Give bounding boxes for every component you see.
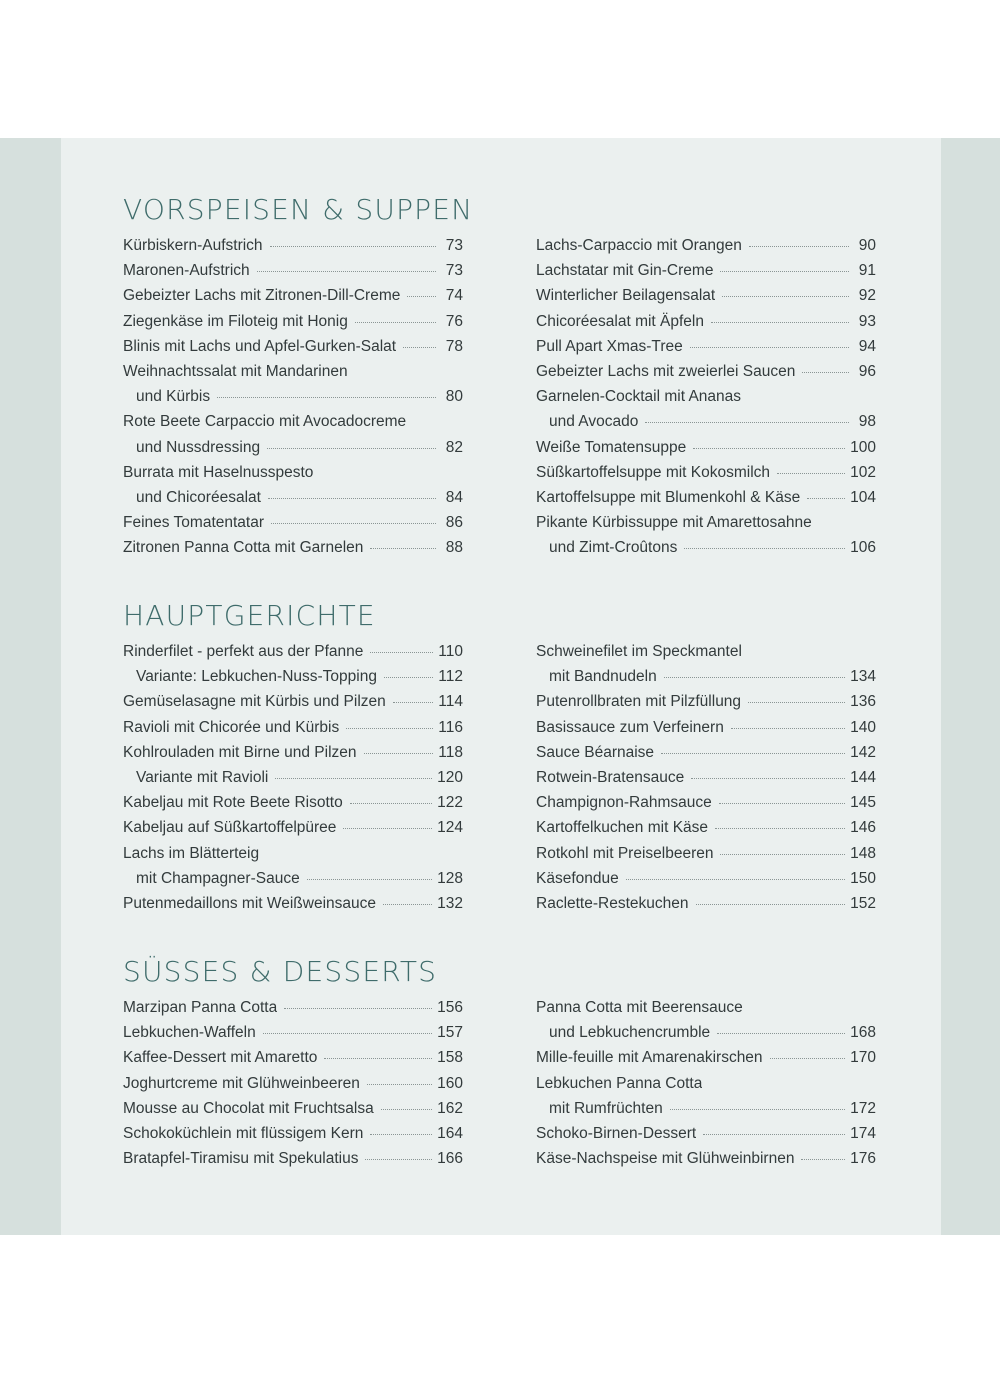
toc-column-right bbox=[536, 233, 876, 560]
toc-entry-line bbox=[536, 1045, 876, 1070]
toc-entry[interactable] bbox=[123, 1096, 463, 1121]
toc-entry-title: Gebeizter Lachs mit zweierlei Saucen bbox=[536, 362, 796, 380]
toc-entry[interactable] bbox=[123, 309, 463, 334]
dot-leader bbox=[370, 651, 433, 653]
toc-entry[interactable] bbox=[536, 258, 876, 283]
toc-entry[interactable] bbox=[536, 790, 876, 815]
toc-entry-title: Käse-Nachspeise mit Glühweinbirnen bbox=[536, 1150, 795, 1168]
toc-page-number: 150 bbox=[850, 869, 876, 887]
toc-entry-line bbox=[536, 790, 876, 815]
toc-entry[interactable] bbox=[536, 715, 876, 740]
toc-entry[interactable] bbox=[123, 815, 463, 840]
toc-page-number: 76 bbox=[445, 312, 463, 330]
toc-entry-line bbox=[123, 510, 463, 535]
dot-leader bbox=[268, 497, 436, 499]
toc-page-number: 158 bbox=[437, 1049, 463, 1067]
toc-entry[interactable] bbox=[123, 535, 463, 560]
dot-leader bbox=[661, 752, 845, 754]
toc-page-number: 140 bbox=[850, 718, 876, 736]
toc-entry-line bbox=[123, 765, 463, 790]
dot-leader bbox=[270, 245, 436, 247]
dot-leader bbox=[807, 497, 845, 499]
toc-page-number: 148 bbox=[850, 844, 876, 862]
dot-leader bbox=[748, 701, 845, 703]
toc-entry-line bbox=[123, 1096, 463, 1121]
toc-entry[interactable] bbox=[123, 765, 463, 790]
toc-entry-line bbox=[536, 866, 876, 891]
toc-entry-title: Schweinefilet im Speckmantel bbox=[536, 643, 742, 660]
toc-entry-line bbox=[123, 359, 463, 384]
toc-entry[interactable] bbox=[123, 1045, 463, 1070]
toc-entry-line bbox=[123, 664, 463, 689]
toc-entry-title: Lebkuchen-Waffeln bbox=[123, 1024, 256, 1042]
dot-leader bbox=[324, 1057, 432, 1059]
dot-leader bbox=[802, 371, 849, 373]
toc-entry-line bbox=[123, 485, 463, 510]
toc-entry[interactable] bbox=[536, 233, 876, 258]
toc-entry-title: Weihnachtssalat mit Mandarinen bbox=[123, 362, 348, 380]
toc-entry-title: Rote Beete Carpaccio mit Avocadocreme bbox=[123, 413, 407, 431]
toc-page-number: 118 bbox=[438, 743, 463, 761]
toc-entry[interactable] bbox=[536, 1146, 876, 1171]
toc-entry-title: Kartoffelsuppe mit Blumenkohl & Käse bbox=[536, 488, 801, 506]
toc-entry[interactable] bbox=[123, 283, 463, 308]
toc-entry-line bbox=[123, 309, 463, 334]
dot-leader bbox=[275, 777, 432, 779]
dot-leader bbox=[355, 321, 436, 323]
dot-leader bbox=[346, 727, 433, 729]
toc-entry-line bbox=[123, 1071, 463, 1096]
toc-entry-title: Lachs im Blätterteig bbox=[123, 844, 260, 862]
toc-entry-title: Ravioli mit Chicorée und Kürbis bbox=[123, 718, 340, 736]
toc-entry[interactable] bbox=[536, 510, 876, 560]
toc-entry-line bbox=[123, 460, 463, 485]
toc-page-number: 172 bbox=[850, 1099, 876, 1117]
dot-leader bbox=[684, 547, 845, 549]
toc-entry-line bbox=[536, 460, 876, 485]
toc-entry[interactable] bbox=[123, 1121, 463, 1146]
dot-leader bbox=[403, 346, 436, 348]
toc-entry-line bbox=[536, 995, 876, 1020]
toc-entry-line bbox=[123, 740, 463, 765]
toc-entry-title: Kaffee-Dessert mit Amaretto bbox=[123, 1049, 318, 1067]
dot-leader bbox=[263, 1032, 432, 1034]
toc-entry-line bbox=[123, 715, 463, 740]
toc-entry-title: Putenrollbraten mit Pilzfüllung bbox=[536, 693, 742, 711]
toc-entry[interactable] bbox=[123, 409, 463, 459]
dot-leader bbox=[364, 752, 434, 754]
dot-leader bbox=[384, 676, 433, 678]
toc-entry-line bbox=[123, 841, 463, 866]
toc-entry-title: Rotwein-Bratensauce bbox=[536, 768, 685, 786]
toc-entry[interactable] bbox=[536, 460, 876, 485]
toc-entry-title: Variante: Lebkuchen-Nuss-Topping bbox=[136, 668, 377, 686]
section-vorspeisen-suppen bbox=[123, 190, 883, 557]
toc-entry-line bbox=[536, 765, 876, 790]
toc-entry-line bbox=[123, 384, 463, 409]
toc-entry-line bbox=[123, 409, 463, 434]
toc-entry[interactable] bbox=[123, 1020, 463, 1045]
toc-page-number: 102 bbox=[850, 463, 876, 481]
toc-column-left bbox=[123, 233, 463, 560]
toc-column-left bbox=[123, 995, 463, 1171]
toc-page-number: 156 bbox=[437, 999, 463, 1016]
toc-entry[interactable] bbox=[123, 510, 463, 535]
toc-page-number: 162 bbox=[437, 1099, 463, 1117]
dot-leader bbox=[777, 472, 845, 474]
toc-entry-title: Weiße Tomatensuppe bbox=[536, 438, 687, 456]
toc-entry-title: Raclette-Restekuchen bbox=[536, 894, 689, 912]
toc-page-number: 98 bbox=[858, 413, 876, 431]
toc-page-number: 74 bbox=[445, 287, 463, 305]
toc-entry[interactable] bbox=[123, 715, 463, 740]
toc-entry-line bbox=[123, 1045, 463, 1070]
toc-page-number: 96 bbox=[858, 362, 876, 380]
toc-page-number: 82 bbox=[445, 438, 463, 456]
toc-entry-title: Kabeljau mit Rote Beete Risotto bbox=[123, 794, 343, 812]
toc-entry-title: Chicoréesalat mit Äpfeln bbox=[536, 312, 704, 330]
toc-entry-line bbox=[536, 1121, 876, 1146]
dot-leader bbox=[670, 1108, 845, 1110]
toc-entry-line bbox=[536, 715, 876, 740]
toc-page-number: 80 bbox=[445, 388, 463, 406]
toc-entry-title: Variante mit Ravioli bbox=[136, 768, 269, 786]
toc-page-number: 134 bbox=[850, 668, 876, 686]
toc-entry-title: Pikante Kürbissuppe mit Amarettosahne bbox=[536, 514, 812, 532]
toc-page-number: 145 bbox=[850, 794, 876, 812]
toc-entry[interactable] bbox=[123, 995, 463, 1020]
toc-page-number: 122 bbox=[437, 794, 463, 812]
toc-entry-title-continuation: und Kürbis bbox=[136, 388, 211, 406]
toc-page-number: 84 bbox=[445, 488, 463, 506]
toc-page-number: 132 bbox=[437, 894, 463, 912]
toc-page-number: 104 bbox=[850, 488, 876, 506]
toc-entry-line bbox=[536, 891, 876, 916]
section-title: SÜSSES & DESSERTS bbox=[123, 955, 438, 988]
toc-entry-line bbox=[536, 815, 876, 840]
toc-entry-line bbox=[123, 334, 463, 359]
toc-entry-title: Mille-feuille mit Amarenakirschen bbox=[536, 1049, 763, 1067]
dot-leader bbox=[367, 1083, 432, 1085]
toc-entry-title-continuation: und Zimt-Croûtons bbox=[549, 539, 678, 557]
toc-entry-title: Käsefondue bbox=[536, 869, 619, 887]
toc-entry[interactable] bbox=[123, 664, 463, 689]
toc-page-number: 78 bbox=[445, 337, 463, 355]
toc-entry-line bbox=[123, 283, 463, 308]
toc-page-number: 144 bbox=[850, 768, 876, 786]
toc-column-right bbox=[536, 639, 876, 916]
toc-entry-line bbox=[123, 258, 463, 283]
dot-leader bbox=[703, 1133, 845, 1135]
dot-leader bbox=[749, 245, 849, 247]
toc-entry-line bbox=[536, 485, 876, 510]
toc-entry-line bbox=[123, 995, 463, 1020]
dot-leader bbox=[717, 1032, 845, 1034]
dot-leader bbox=[715, 827, 845, 829]
toc-entry-line bbox=[123, 815, 463, 840]
toc-entry-line bbox=[536, 689, 876, 714]
toc-page-number: 174 bbox=[850, 1124, 876, 1142]
toc-entry[interactable] bbox=[536, 309, 876, 334]
toc-entry-line bbox=[536, 639, 876, 664]
dot-leader bbox=[722, 295, 849, 297]
toc-page-number: 120 bbox=[437, 768, 463, 786]
toc-page-number: 128 bbox=[437, 869, 463, 887]
toc-page-number: 146 bbox=[850, 819, 876, 837]
toc-entry[interactable] bbox=[123, 639, 463, 664]
toc-entry-title-continuation: und Nussdressing bbox=[136, 438, 261, 456]
toc-entry[interactable] bbox=[123, 689, 463, 714]
toc-entry-title-continuation: und Chicoréesalat bbox=[136, 488, 261, 506]
toc-page-number: 114 bbox=[438, 693, 463, 711]
toc-entry-line bbox=[123, 1020, 463, 1045]
toc-entry-title: Putenmedaillons mit Weißweinsauce bbox=[123, 894, 376, 912]
toc-entry-line bbox=[123, 866, 463, 891]
dot-leader bbox=[217, 396, 436, 398]
toc-entry-line bbox=[536, 1020, 876, 1045]
toc-entry[interactable] bbox=[123, 740, 463, 765]
toc-entry[interactable] bbox=[536, 1045, 876, 1070]
section-hauptgerichte bbox=[123, 596, 883, 912]
toc-entry-title: Kürbiskern-Aufstrich bbox=[123, 237, 263, 254]
dot-leader bbox=[626, 878, 845, 880]
toc-entry-title: Schoko-Birnen-Dessert bbox=[536, 1124, 697, 1142]
toc-entry-title: Lebkuchen Panna Cotta bbox=[536, 1074, 703, 1092]
toc-entry-title: Kohlrouladen mit Birne und Pilzen bbox=[123, 743, 357, 761]
toc-entry-line bbox=[536, 283, 876, 308]
toc-entry-line bbox=[536, 1096, 876, 1121]
toc-entry-line bbox=[123, 790, 463, 815]
toc-entry[interactable] bbox=[536, 435, 876, 460]
toc-page-number: 110 bbox=[438, 643, 463, 660]
toc-page-number: 106 bbox=[850, 539, 876, 557]
toc-entry[interactable] bbox=[536, 485, 876, 510]
dot-leader bbox=[720, 853, 845, 855]
toc-page-number: 73 bbox=[445, 262, 463, 280]
toc-entry-line bbox=[536, 740, 876, 765]
section-suesses-desserts bbox=[123, 952, 883, 1168]
dot-leader bbox=[307, 878, 432, 880]
toc-page-number: 73 bbox=[445, 237, 463, 254]
toc-entry-title: Marzipan Panna Cotta bbox=[123, 999, 278, 1016]
toc-entry-title: Rotkohl mit Preiselbeeren bbox=[536, 844, 714, 862]
toc-page-number: 168 bbox=[850, 1024, 876, 1042]
toc-page-number: 91 bbox=[858, 262, 876, 280]
toc-entry[interactable] bbox=[123, 233, 463, 258]
toc-entry-title-continuation: und Lebkuchencrumble bbox=[549, 1024, 711, 1042]
toc-entry-line bbox=[123, 1146, 463, 1171]
toc-entry-title: Schokoküchlein mit flüssigem Kern bbox=[123, 1124, 364, 1142]
toc-entry[interactable] bbox=[123, 891, 463, 916]
toc-entry-title: Kabeljau auf Süßkartoffelpüree bbox=[123, 819, 337, 837]
toc-column-left bbox=[123, 639, 463, 916]
toc-entry[interactable] bbox=[536, 334, 876, 359]
toc-entry-title: Feines Tomatentatar bbox=[123, 514, 265, 532]
dot-leader bbox=[343, 827, 432, 829]
toc-entry-line bbox=[536, 664, 876, 689]
toc-entry-title: Bratapfel-Tiramisu mit Spekulatius bbox=[123, 1150, 359, 1168]
toc-entry-line bbox=[123, 1121, 463, 1146]
toc-entry-line bbox=[123, 689, 463, 714]
toc-entry-title: Sauce Béarnaise bbox=[536, 743, 655, 761]
toc-page-number: 142 bbox=[850, 743, 876, 761]
toc-page-number: 94 bbox=[858, 337, 876, 355]
toc-entry-title: Ziegenkäse im Filoteig mit Honig bbox=[123, 312, 348, 330]
toc-entry-line bbox=[536, 309, 876, 334]
toc-page-number: 166 bbox=[437, 1150, 463, 1168]
dot-leader bbox=[696, 903, 846, 905]
toc-entry[interactable] bbox=[123, 841, 463, 891]
toc-entry[interactable] bbox=[536, 283, 876, 308]
dot-leader bbox=[691, 777, 845, 779]
toc-entry[interactable] bbox=[536, 384, 876, 434]
toc-entry-title: Rinderfilet - perfekt aus der Pfanne bbox=[123, 643, 364, 660]
toc-entry-title-continuation: mit Bandnudeln bbox=[549, 668, 657, 686]
dot-leader bbox=[719, 802, 845, 804]
toc-entry[interactable] bbox=[123, 258, 463, 283]
toc-page-number: 90 bbox=[858, 237, 876, 254]
toc-entry-title: Basissauce zum Verfeinern bbox=[536, 718, 724, 736]
toc-page-number: 136 bbox=[850, 693, 876, 711]
toc-entry[interactable] bbox=[123, 790, 463, 815]
toc-page-number: 112 bbox=[438, 668, 463, 686]
toc-entry-title: Joghurtcreme mit Glühweinbeeren bbox=[123, 1074, 360, 1092]
toc-entry-title: Blinis mit Lachs und Apfel-Gurken-Salat bbox=[123, 337, 397, 355]
toc-page-number: 152 bbox=[850, 894, 876, 912]
dot-leader bbox=[770, 1057, 846, 1059]
toc-page-number: 124 bbox=[437, 819, 463, 837]
dot-leader bbox=[370, 1133, 432, 1135]
toc-page-number: 88 bbox=[445, 539, 463, 557]
dot-leader bbox=[693, 447, 845, 449]
dot-leader bbox=[720, 270, 849, 272]
toc-entry[interactable] bbox=[123, 334, 463, 359]
dot-leader bbox=[267, 447, 436, 449]
toc-page-number: 116 bbox=[438, 718, 463, 736]
toc-entry[interactable] bbox=[536, 689, 876, 714]
dot-leader bbox=[407, 295, 436, 297]
section-title: VORSPEISEN & SUPPEN bbox=[123, 193, 474, 226]
toc-entry-line bbox=[123, 435, 463, 460]
toc-entry[interactable] bbox=[536, 359, 876, 384]
toc-entry-title: Panna Cotta mit Beerensauce bbox=[536, 999, 743, 1016]
toc-entry-line bbox=[536, 1071, 876, 1096]
toc-entry-title: Zitronen Panna Cotta mit Garnelen bbox=[123, 539, 364, 557]
toc-entry-line bbox=[536, 409, 876, 434]
toc-entry[interactable] bbox=[536, 841, 876, 866]
toc-entry[interactable] bbox=[536, 1121, 876, 1146]
toc-entry-title-continuation: mit Rumfrüchten bbox=[549, 1099, 663, 1117]
toc-entry[interactable] bbox=[123, 460, 463, 510]
toc-page-number: 170 bbox=[850, 1049, 876, 1067]
toc-entry-title-continuation: mit Champagner-Sauce bbox=[136, 869, 300, 887]
toc-entry-title: Gebeizter Lachs mit Zitronen-Dill-Creme bbox=[123, 287, 401, 305]
toc-entry-title: Burrata mit Haselnusspesto bbox=[123, 463, 314, 481]
toc-page-number: 100 bbox=[850, 438, 876, 456]
toc-entry-line bbox=[536, 1146, 876, 1171]
dot-leader bbox=[645, 421, 849, 423]
dot-leader bbox=[365, 1158, 432, 1160]
section-title: HAUPTGERICHTE bbox=[123, 599, 376, 632]
toc-entry[interactable] bbox=[536, 1071, 876, 1121]
toc-column-right bbox=[536, 995, 876, 1171]
toc-entry[interactable] bbox=[123, 359, 463, 409]
toc-entry-title: Gemüselasagne mit Kürbis und Pilzen bbox=[123, 693, 386, 711]
toc-page-number: 92 bbox=[858, 287, 876, 305]
toc-entry-line bbox=[536, 359, 876, 384]
dot-leader bbox=[257, 270, 436, 272]
toc-entry-title: Winterlicher Beilagensalat bbox=[536, 287, 716, 305]
toc-entry-line bbox=[536, 384, 876, 409]
toc-entry[interactable] bbox=[536, 740, 876, 765]
dot-leader bbox=[381, 1108, 432, 1110]
toc-page-number: 93 bbox=[858, 312, 876, 330]
toc-entry-line bbox=[536, 334, 876, 359]
toc-page-number: 86 bbox=[445, 514, 463, 532]
toc-entry[interactable] bbox=[536, 891, 876, 916]
toc-entry-title: Maronen-Aufstrich bbox=[123, 262, 250, 280]
toc-entry-title: Süßkartoffelsuppe mit Kokosmilch bbox=[536, 463, 771, 481]
toc-entry[interactable] bbox=[536, 639, 876, 689]
dot-leader bbox=[271, 522, 436, 524]
toc-entry-line bbox=[536, 233, 876, 258]
toc-entry-title: Pull Apart Xmas-Tree bbox=[536, 337, 683, 355]
dot-leader bbox=[711, 321, 849, 323]
toc-entry-title: Champignon-Rahmsauce bbox=[536, 794, 712, 812]
dot-leader bbox=[284, 1007, 432, 1009]
toc-entry-line bbox=[123, 233, 463, 258]
toc-entry[interactable] bbox=[536, 765, 876, 790]
dot-leader bbox=[393, 701, 434, 703]
toc-page-number: 176 bbox=[850, 1150, 876, 1168]
toc-entry-title: Mousse au Chocolat mit Fruchtsalsa bbox=[123, 1099, 374, 1117]
toc-page-number: 160 bbox=[437, 1074, 463, 1092]
dot-leader bbox=[690, 346, 849, 348]
toc-entry-line bbox=[536, 258, 876, 283]
toc-entry-line bbox=[536, 535, 876, 560]
toc-entry[interactable] bbox=[536, 815, 876, 840]
toc-entry-title: Garnelen-Cocktail mit Ananas bbox=[536, 388, 742, 406]
toc-entry-line bbox=[536, 435, 876, 460]
toc-entry-line bbox=[123, 891, 463, 916]
toc-entry-line bbox=[123, 639, 463, 664]
toc-entry-line bbox=[536, 841, 876, 866]
dot-leader bbox=[383, 903, 432, 905]
dot-leader bbox=[350, 802, 432, 804]
toc-entry-title: Lachs-Carpaccio mit Orangen bbox=[536, 237, 742, 254]
toc-entry-line bbox=[536, 510, 876, 535]
toc-entry[interactable] bbox=[123, 1146, 463, 1171]
toc-page-number: 157 bbox=[437, 1024, 463, 1042]
toc-entry-title: Kartoffelkuchen mit Käse bbox=[536, 819, 709, 837]
dot-leader bbox=[370, 547, 436, 549]
toc-entry[interactable] bbox=[536, 866, 876, 891]
toc-entry-title: Lachstatar mit Gin-Creme bbox=[536, 262, 714, 280]
toc-entry[interactable] bbox=[123, 1071, 463, 1096]
toc-entry-title-continuation: und Avocado bbox=[549, 413, 639, 431]
toc-page-number: 164 bbox=[437, 1124, 463, 1142]
toc-entry[interactable] bbox=[536, 995, 876, 1045]
dot-leader bbox=[731, 727, 845, 729]
toc-entry-line bbox=[123, 535, 463, 560]
dot-leader bbox=[664, 676, 845, 678]
dot-leader bbox=[801, 1158, 845, 1160]
